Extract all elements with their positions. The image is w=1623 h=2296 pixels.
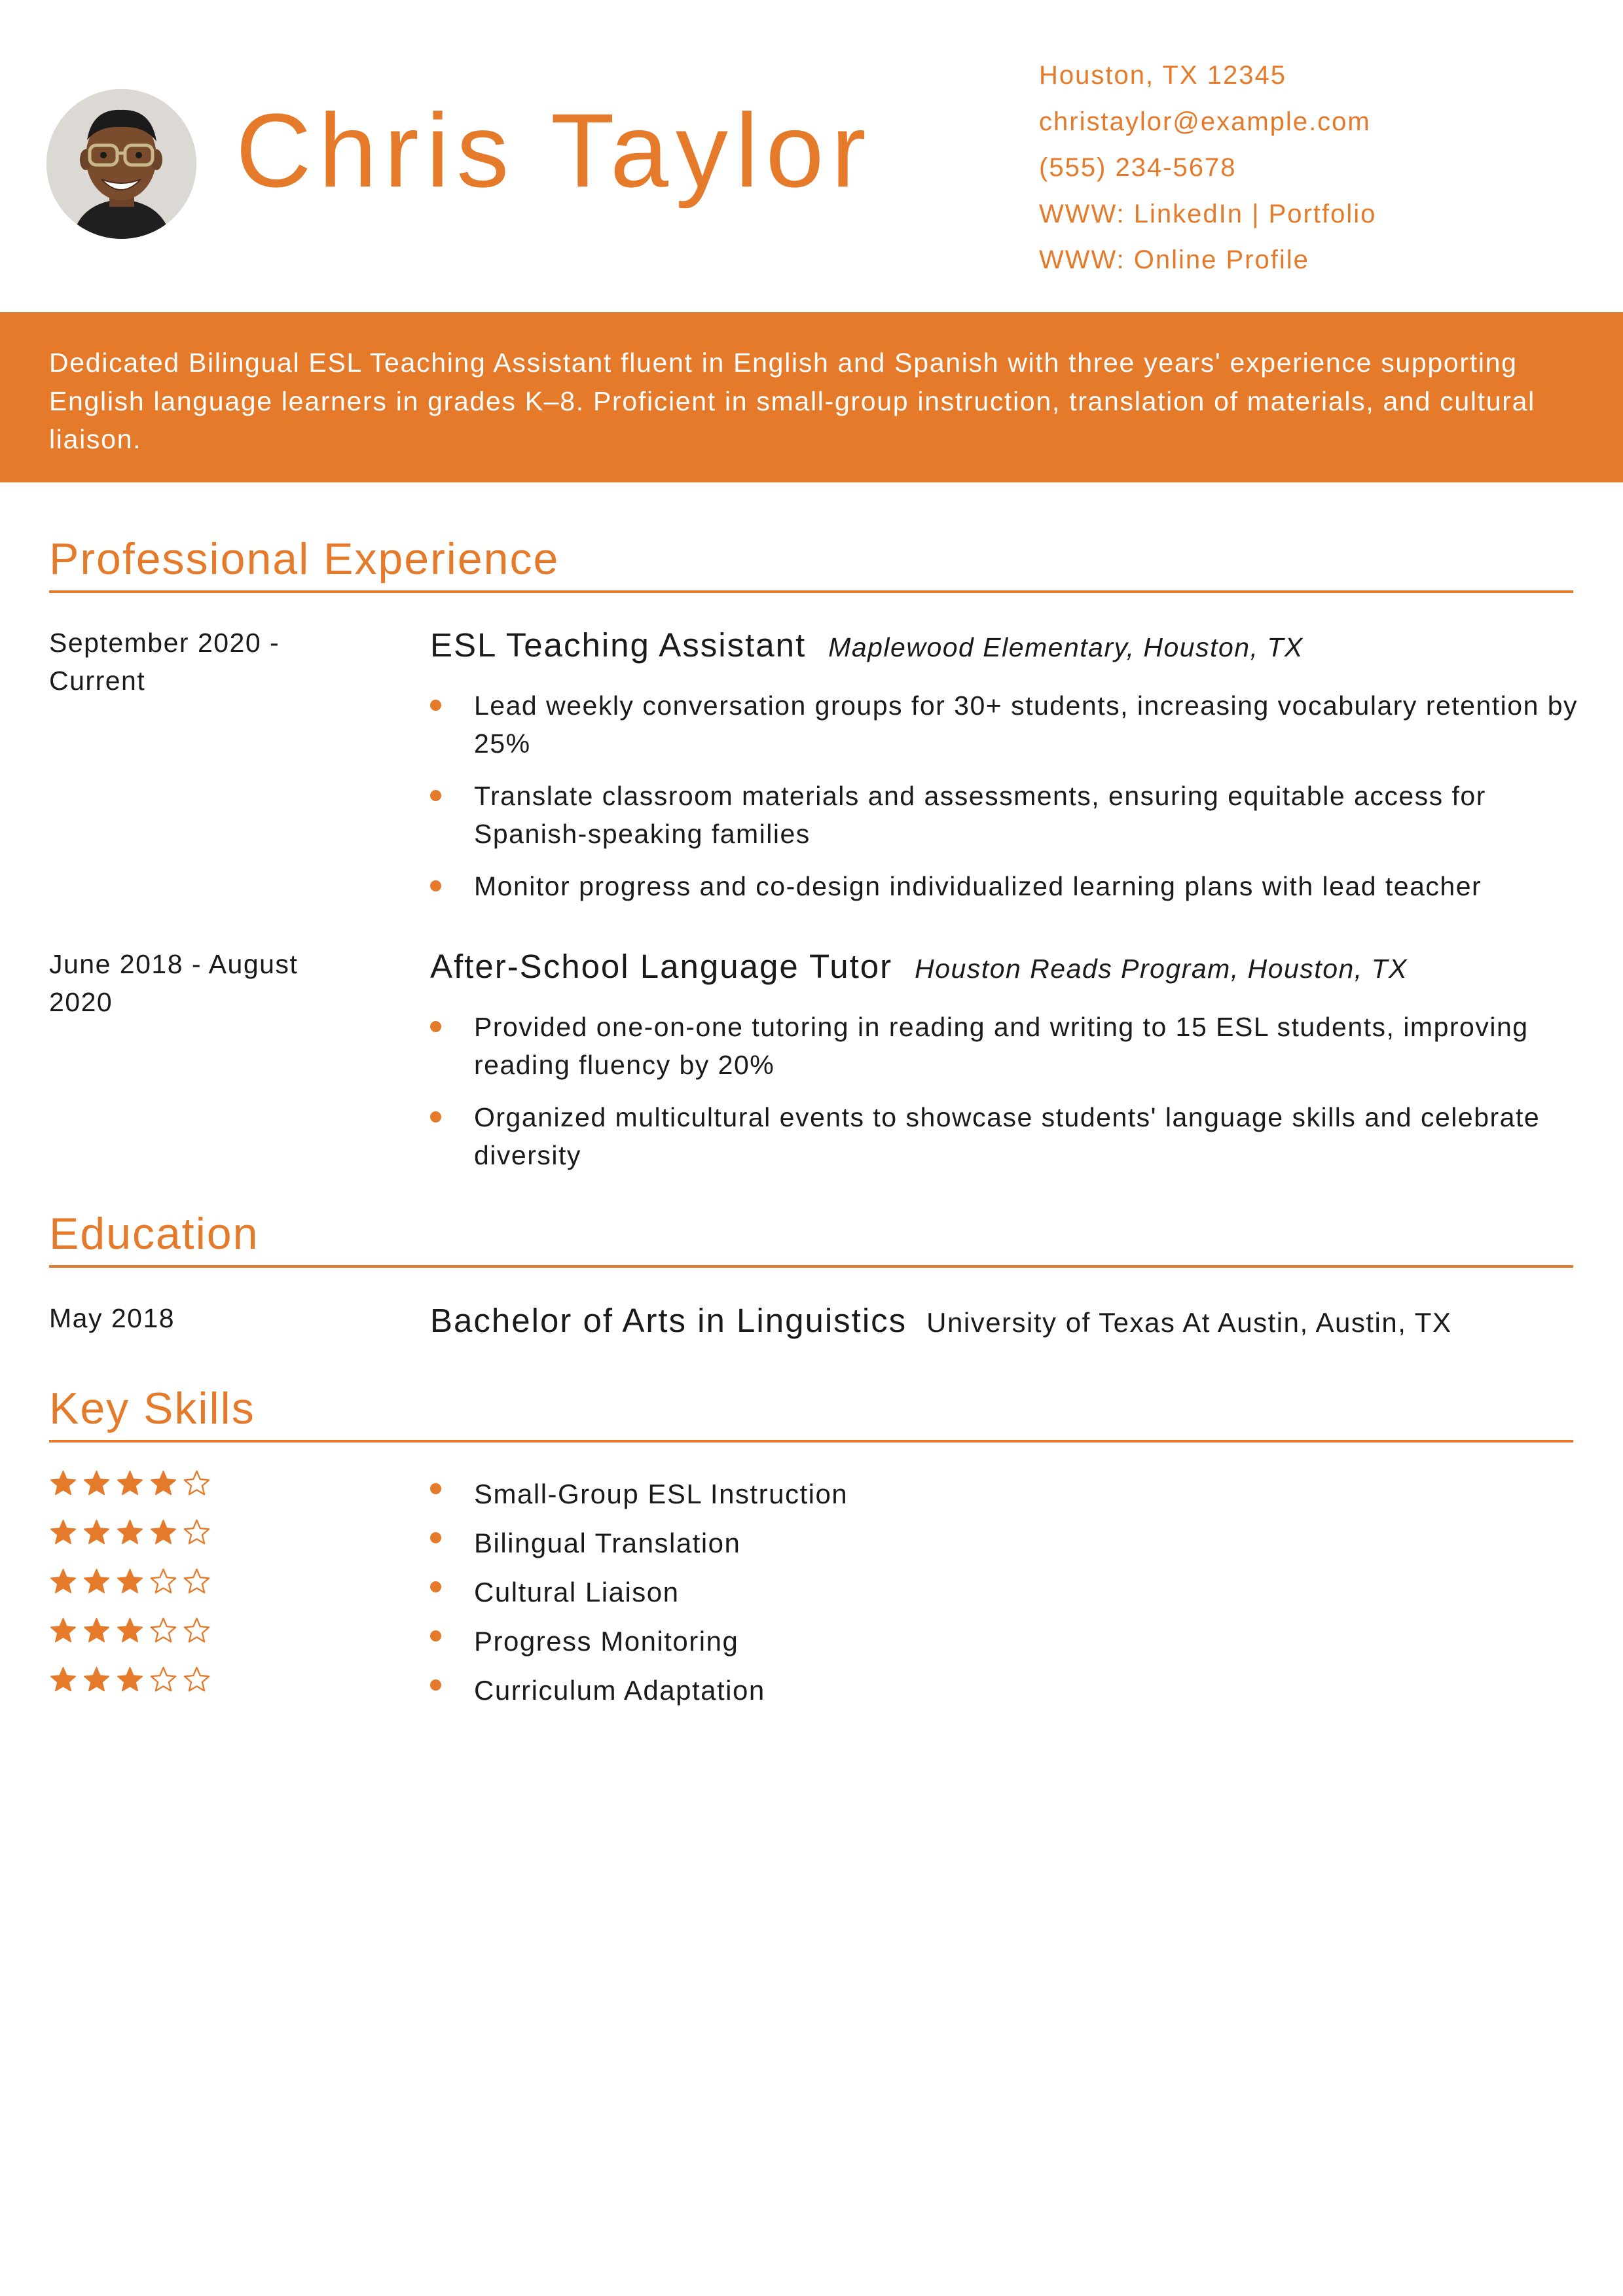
star-rating — [49, 1568, 216, 1617]
star-filled-icon — [82, 1518, 111, 1547]
skill-ratings — [49, 1469, 216, 1715]
skills-list — [430, 1469, 848, 1715]
education-date: May 2018 — [49, 1303, 175, 1333]
contact-phone[interactable]: (555) 234-5678 — [1039, 153, 1237, 182]
star-empty-icon — [149, 1568, 177, 1596]
contact-info — [1039, 52, 1376, 283]
star-filled-icon — [49, 1666, 77, 1694]
contact-links[interactable]: WWW: LinkedIn | Portfolio — [1039, 199, 1377, 228]
star-filled-icon — [49, 1568, 77, 1596]
star-filled-icon — [82, 1666, 111, 1694]
star-filled-icon — [116, 1617, 144, 1645]
list-item: Organized multicultural events to showcase students' language skills and celebrate diversity — [430, 1098, 1582, 1174]
job-organization: Maplewood Elementary, Houston, TX — [828, 632, 1304, 662]
list-item: Translate classroom materials and assessments, ensuring equitable access for Spanish-speaking families — [430, 777, 1582, 853]
summary-text: Dedicated Bilingual ESL Teaching Assistant fluent in English and Spanish with three years' experience supporting English language learners in grades K–8. Proficient in small-group instruction, translation of materials, and cultural liaison. — [49, 348, 1535, 454]
person-avatar-icon — [46, 89, 196, 239]
star-filled-icon — [116, 1666, 144, 1694]
star-filled-icon — [82, 1568, 111, 1596]
skill-item: Bilingual Translation — [430, 1518, 848, 1568]
skills-heading: Key Skills — [49, 1386, 1573, 1443]
star-filled-icon — [149, 1469, 177, 1498]
job-organization: Houston Reads Program, Houston, TX — [915, 954, 1408, 984]
candidate-name: Chris Taylor — [236, 92, 873, 209]
education-entry — [430, 1301, 1451, 1340]
job-bullets — [430, 1008, 1582, 1189]
list-item: Provided one-on-one tutoring in reading and writing to 15 ESL students, improving reading fluency by 20% — [430, 1008, 1582, 1084]
contact-email[interactable]: christaylor@example.com — [1039, 107, 1371, 136]
job-bullets — [430, 687, 1582, 920]
star-empty-icon — [183, 1568, 211, 1596]
star-filled-icon — [82, 1469, 111, 1498]
degree-title: Bachelor of Arts in Linguistics — [430, 1302, 907, 1339]
star-filled-icon — [49, 1469, 77, 1498]
star-filled-icon — [116, 1518, 144, 1547]
star-rating — [49, 1518, 216, 1568]
star-empty-icon — [183, 1617, 211, 1645]
list-item: Lead weekly conversation groups for 30+ students, increasing vocabulary retention by 25% — [430, 687, 1582, 762]
contact-profile[interactable]: WWW: Online Profile — [1039, 245, 1309, 274]
experience-heading: Professional Experience — [49, 537, 1573, 593]
profile-photo — [46, 89, 196, 239]
star-empty-icon — [183, 1518, 211, 1547]
job-title: ESL Teaching Assistant — [430, 626, 807, 664]
star-rating — [49, 1666, 216, 1715]
star-empty-icon — [183, 1469, 211, 1498]
star-filled-icon — [116, 1568, 144, 1596]
star-filled-icon — [82, 1617, 111, 1645]
star-rating — [49, 1617, 216, 1666]
star-filled-icon — [49, 1617, 77, 1645]
star-empty-icon — [149, 1617, 177, 1645]
star-rating — [49, 1469, 216, 1518]
star-empty-icon — [149, 1666, 177, 1694]
skill-item: Progress Monitoring — [430, 1617, 848, 1666]
skill-item: Cultural Liaison — [430, 1568, 848, 1617]
star-filled-icon — [116, 1469, 144, 1498]
summary-band — [0, 312, 1623, 482]
education-heading: Education — [49, 1211, 1573, 1268]
job-title: After-School Language Tutor — [430, 948, 893, 985]
contact-address: Houston, TX 12345 — [1039, 61, 1286, 90]
job-dates: June 2018 - August 2020 — [49, 949, 299, 1017]
list-item: Monitor progress and co-design individualized learning plans with lead teacher — [430, 867, 1582, 905]
star-filled-icon — [149, 1518, 177, 1547]
skill-item: Small-Group ESL Instruction — [430, 1469, 848, 1518]
school-name: University of Texas At Austin, Austin, TX — [926, 1307, 1452, 1338]
job-dates: September 2020 - Current — [49, 628, 280, 696]
skill-item: Curriculum Adaptation — [430, 1666, 848, 1715]
star-filled-icon — [49, 1518, 77, 1547]
job-header — [430, 626, 1304, 664]
job-header — [430, 947, 1408, 986]
star-empty-icon — [183, 1666, 211, 1694]
